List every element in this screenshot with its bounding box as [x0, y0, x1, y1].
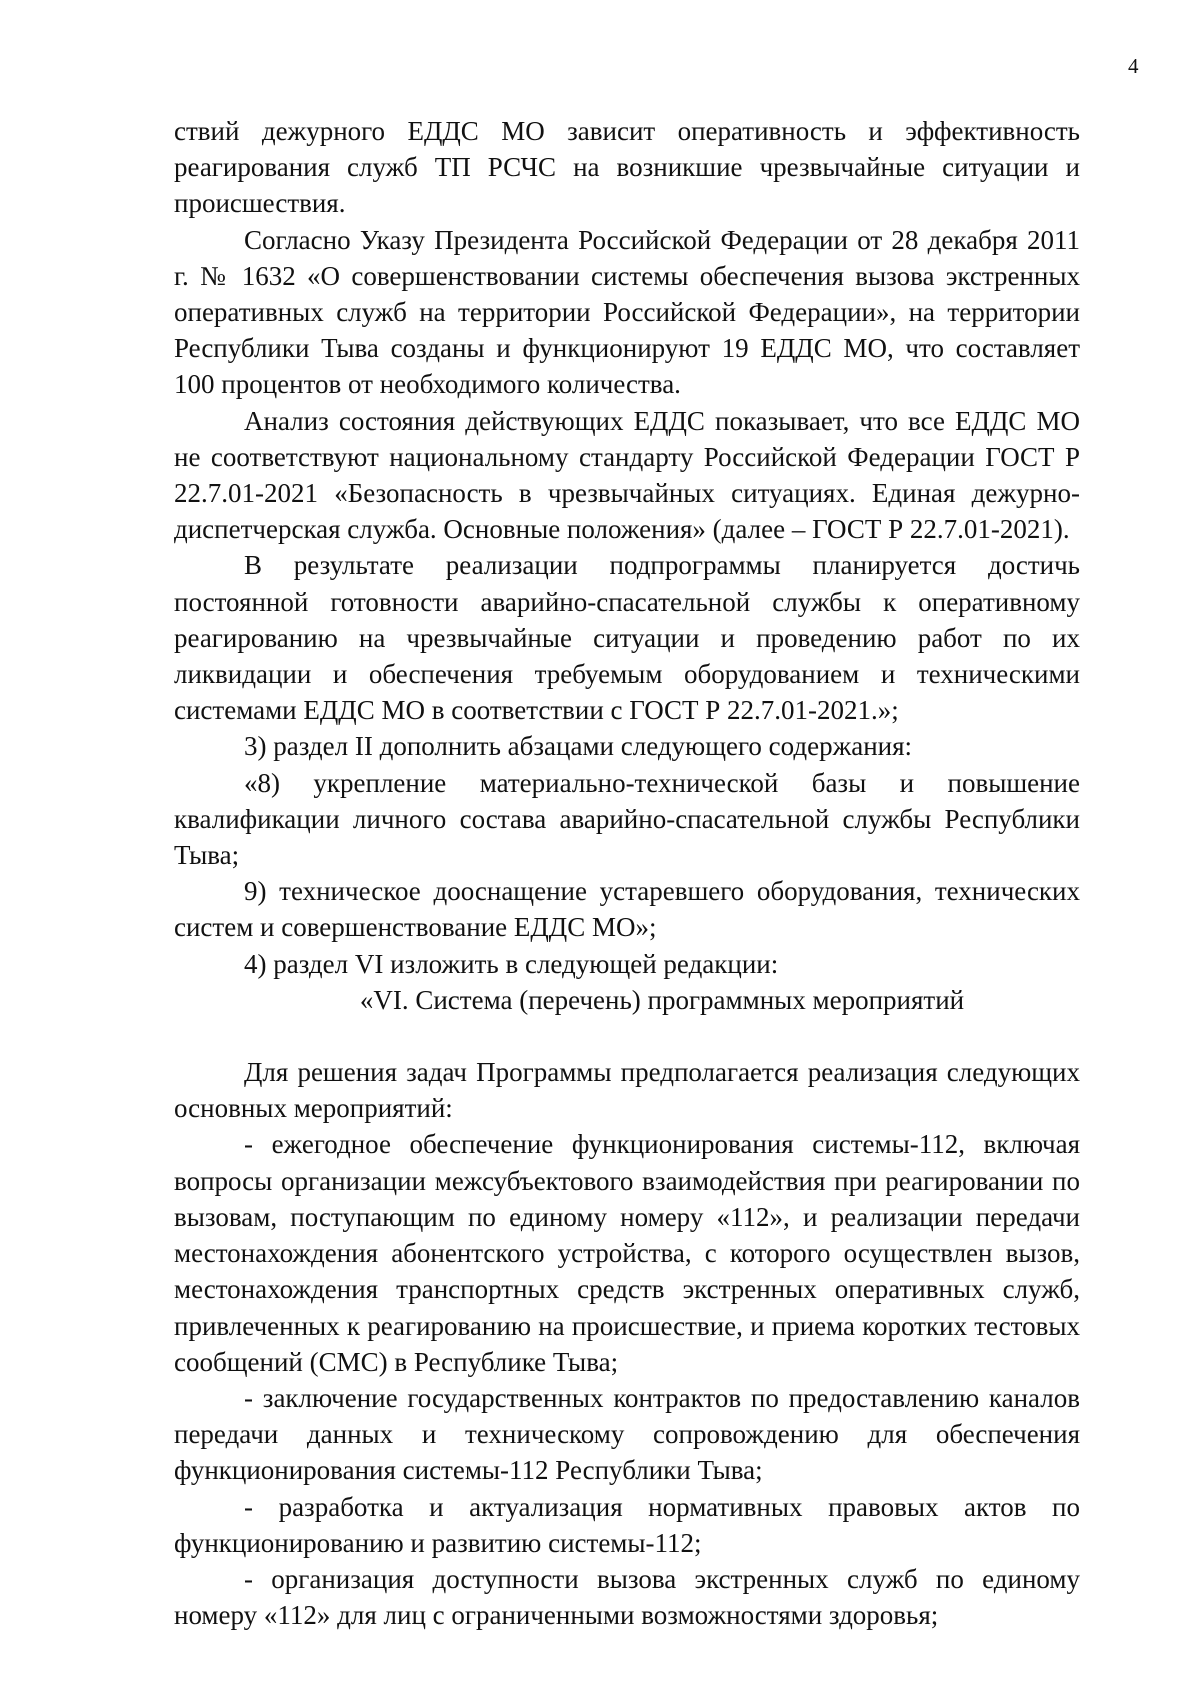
- document-body: [174, 113, 1080, 1633]
- list-item-contracts: - заключение государственных контрактов по предоставлению каналов передачи данных и техническому сопровождению для обеспечения функционирования системы-112 Республики Тыва;: [174, 1382, 1080, 1486]
- paragraph-item-4: 4) раздел VI изложить в следующей редакции:: [244, 948, 779, 979]
- paragraph-section-intro: Для решения задач Программы предполагается реализация следующих основных мероприятий:: [174, 1057, 1080, 1124]
- paragraph-analysis: Анализ состояния действующих ЕДДС показывает, что все ЕДДС МО не соответствуют национальному стандарту Российской Федерации ГОСТ Р 22.7.01-2021 «Безопасность в чрезвычайных ситуациях. Единая дежурно-диспетчерская служба. Основные положения» (далее – ГОСТ Р 22.7.01-2021).: [174, 405, 1080, 545]
- paragraph-item-9: 9) техническое дооснащение устаревшего оборудования, технических систем и совершенствование ЕДДС МО»;: [174, 876, 1080, 943]
- paragraph-item-3: 3) раздел II дополнить абзацами следующего содержания:: [244, 731, 913, 762]
- list-item-system-112: - ежегодное обеспечение функционирования системы-112, включая вопросы организации межсубъектового взаимодействия при реагировании по вызовам, поступающим по единому номеру «112», и реализации передачи местонахождения абонентского устройства, с которого осуществлен вызов, местонахождения транспортных средств экстренных оперативных служб, привлеченных к реагированию на происшествие, и приема коротких тестовых сообщений (СМС) в Республике Тыва;: [174, 1129, 1080, 1377]
- paragraph-decree: Согласно Указу Президента Российской Федерации от 28 декабря 2011 г. № 1632 «О совершенствовании системы обеспечения вызова экстренных оперативных служб на территории Российской Федерации», на территории Республики Тыва созданы и функционируют 19 ЕДДС МО, что составляет 100 процентов от необходимого количества.: [174, 224, 1080, 400]
- list-item-accessibility: - организация доступности вызова экстренных служб по единому номеру «112» для лиц с ограниченными возможностями здоровья;: [174, 1563, 1080, 1631]
- paragraph-continuation: ствий дежурного ЕДДС МО зависит оперативность и эффективность реагирования служб ТП РСЧС на возникшие чрезвычайные ситуации и происшествия.: [174, 116, 1080, 219]
- section-heading: «VI. Система (перечень) программных мероприятий: [359, 984, 965, 1015]
- page-number: 4: [1128, 54, 1139, 78]
- list-item-regulations: - разработка и актуализация нормативных правовых актов по функционированию и развитию системы-112;: [174, 1491, 1080, 1558]
- section-spacer: [174, 1018, 1080, 1054]
- paragraph-result: В результате реализации подпрограммы планируется достичь постоянной готовности аварийно-спасательной службы к оперативному реагированию на чрезвычайные ситуации и проведению работ по их ликвидации и обеспечения требуемым оборудованием и техническими системами ЕДДС МО в соответствии с ГОСТ Р 22.7.01-2021.»;: [174, 550, 1080, 726]
- paragraph-item-8: «8) укрепление материально-технической базы и повышение квалификации личного состава аварийно-спасательной службы Республики Тыва;: [174, 767, 1080, 871]
